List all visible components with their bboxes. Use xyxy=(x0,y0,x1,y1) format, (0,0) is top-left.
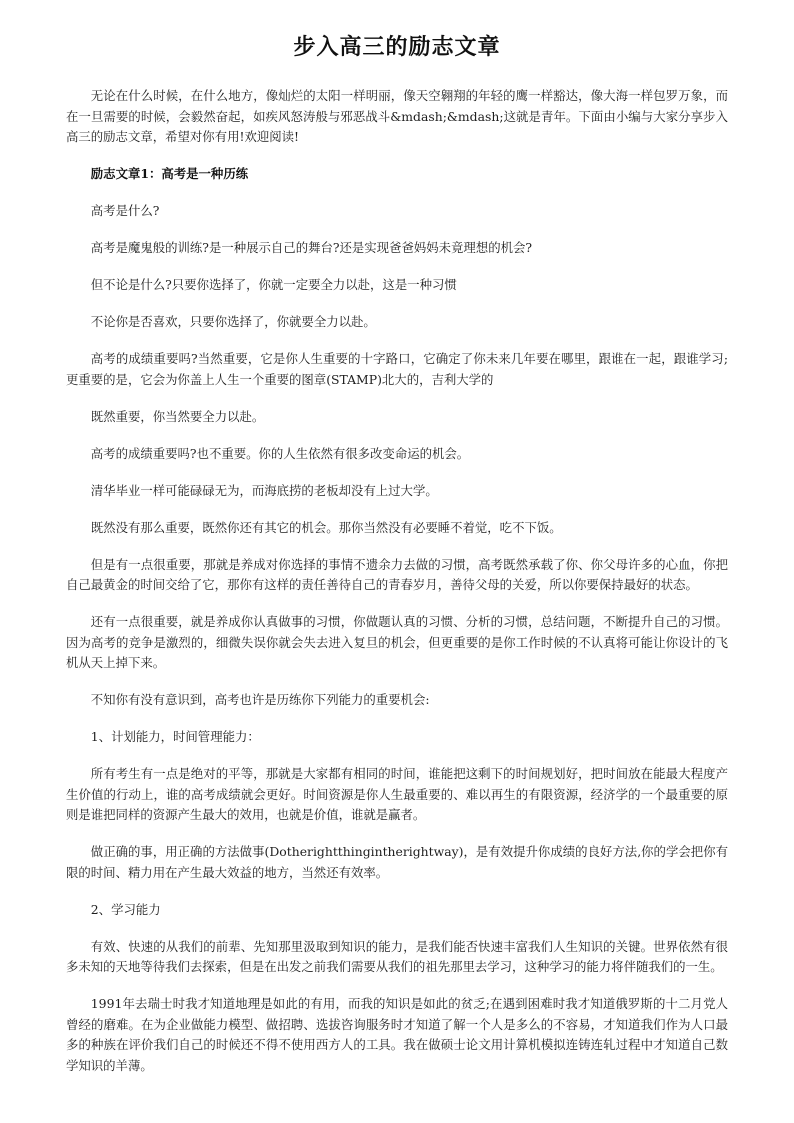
paragraph: 既然重要，你当然要全力以赴。 xyxy=(90,408,265,424)
paragraph: 所有考生有一点是绝对的平等，那就是大家都有相同的时间，谁能把这剩下的时间规划好，把时间放在能最大程度产生价值的行动上，谁的高考成绩就会更好。时间资源是你人生最重要的、难以再生的有限资源，经济学的一个最重要的原则是谁把同样的资源产生最大的效用，也就是价值，谁就是赢者。 xyxy=(66,766,728,822)
paragraph: 清华毕业一样可能碌碌无为，而海底捞的老板却没有上过大学。 xyxy=(90,482,438,498)
paragraph: 不论你是否喜欢，只要你选择了，你就要全力以赴。 xyxy=(90,314,376,329)
paragraph: 高考是魔鬼般的训练?是一种展示自己的舞台?还是实现爸爸妈妈未竟理想的机会? xyxy=(90,240,533,255)
list-heading: 2、学习能力 xyxy=(90,901,161,917)
article-body xyxy=(66,86,728,1076)
list-heading: 1、计划能力，时间管理能力： xyxy=(90,729,260,744)
paragraph: 但不论是什么?只要你选择了，你就一定要全力以赴，这是一种习惯 xyxy=(90,277,457,292)
paragraph: 但是有一点很重要，那就是养成对你选择的事情不遗余力去做的习惯，高考既然承载了你、你父母许多的心血，你把自己最黄金的时间交给了它，那你有这样的责任善待自己的青春岁月，善待父母的关爱，所以你要保持最好的状态。 xyxy=(66,556,728,592)
intro-paragraph: 无论在什么时候，在什么地方，像灿烂的太阳一样明丽，像天空翱翔的年轻的鹰一样豁达，像大海一样包罗万象，而在一旦需要的时候，会毅然奋起，如疾风怒涛般与邪恶战斗&mdash;&mdash;这就是青年。下面由小编与大家分享步入高三的励志文章，希望对你有用!欢迎阅读! xyxy=(66,88,728,144)
paragraph: 高考是什么? xyxy=(90,203,160,218)
paragraph: 高考的成绩重要吗?当然重要，它是你人生重要的十字路口，它确定了你未来几年要在哪里，跟谁在一起，跟谁学习;更重要的是，它会为你盖上人生一个重要的图章(STAMP)北大的，吉利大学的 xyxy=(66,351,728,387)
paragraph: 不知你有没有意识到，高考也许是历练你下列能力的重要机会: xyxy=(90,692,430,707)
paragraph: 有效、快速的从我们的前辈、先知那里汲取到知识的能力，是我们能否快速丰富我们人生知识的关键。世界依然有很多未知的天地等待我们去探索，但是在出发之前我们需要从我们的祖先那里去学习，这种学习的能力将伴随我们的一生。 xyxy=(66,938,728,974)
page-title: 步入高三的励志文章 xyxy=(293,35,501,60)
paragraph: 1991年去瑞士时我才知道地理是如此的有用，而我的知识是如此的贫乏;在遇到困难时我才知道俄罗斯的十二月党人曾经的磨难。在为企业做能力模型、做招聘、选拔咨询服务时才知道了解一个人是多么的不容易，才知道我们作为人口最多的种族在评价我们自己的时候还不得不使用西方人的工具。我在做硕士论文用计算机模拟连铸连轧过程中才知道自己数学知识的羊薄。 xyxy=(66,996,728,1073)
paragraph: 还有一点很重要，就是养成你认真做事的习惯，你做题认真的习惯、分析的习惯，总结问题，不断提升自己的习惯。因为高考的竞争是激烈的，细微失误你就会失去进入复旦的机会，但更重要的是你工作时候的不认真将可能让你设计的飞机从天上掉下来。 xyxy=(66,614,728,670)
paragraph: 做正确的事，用正确的方法做事(Dotherightthingintherightway)，是有效提升你成绩的良好方法,你的学会把你有限的时间、精力用在产生最大效益的地方，当然还有效率。 xyxy=(66,844,728,880)
paragraph: 高考的成绩重要吗?也不重要。你的人生依然有很多改变命运的机会。 xyxy=(90,445,470,461)
section-heading: 励志文章1：高考是一种历练 xyxy=(90,166,249,181)
paragraph: 既然没有那么重要，既然你还有其它的机会。那你当然没有必要睡不着觉，吃不下饭。 xyxy=(90,519,562,535)
